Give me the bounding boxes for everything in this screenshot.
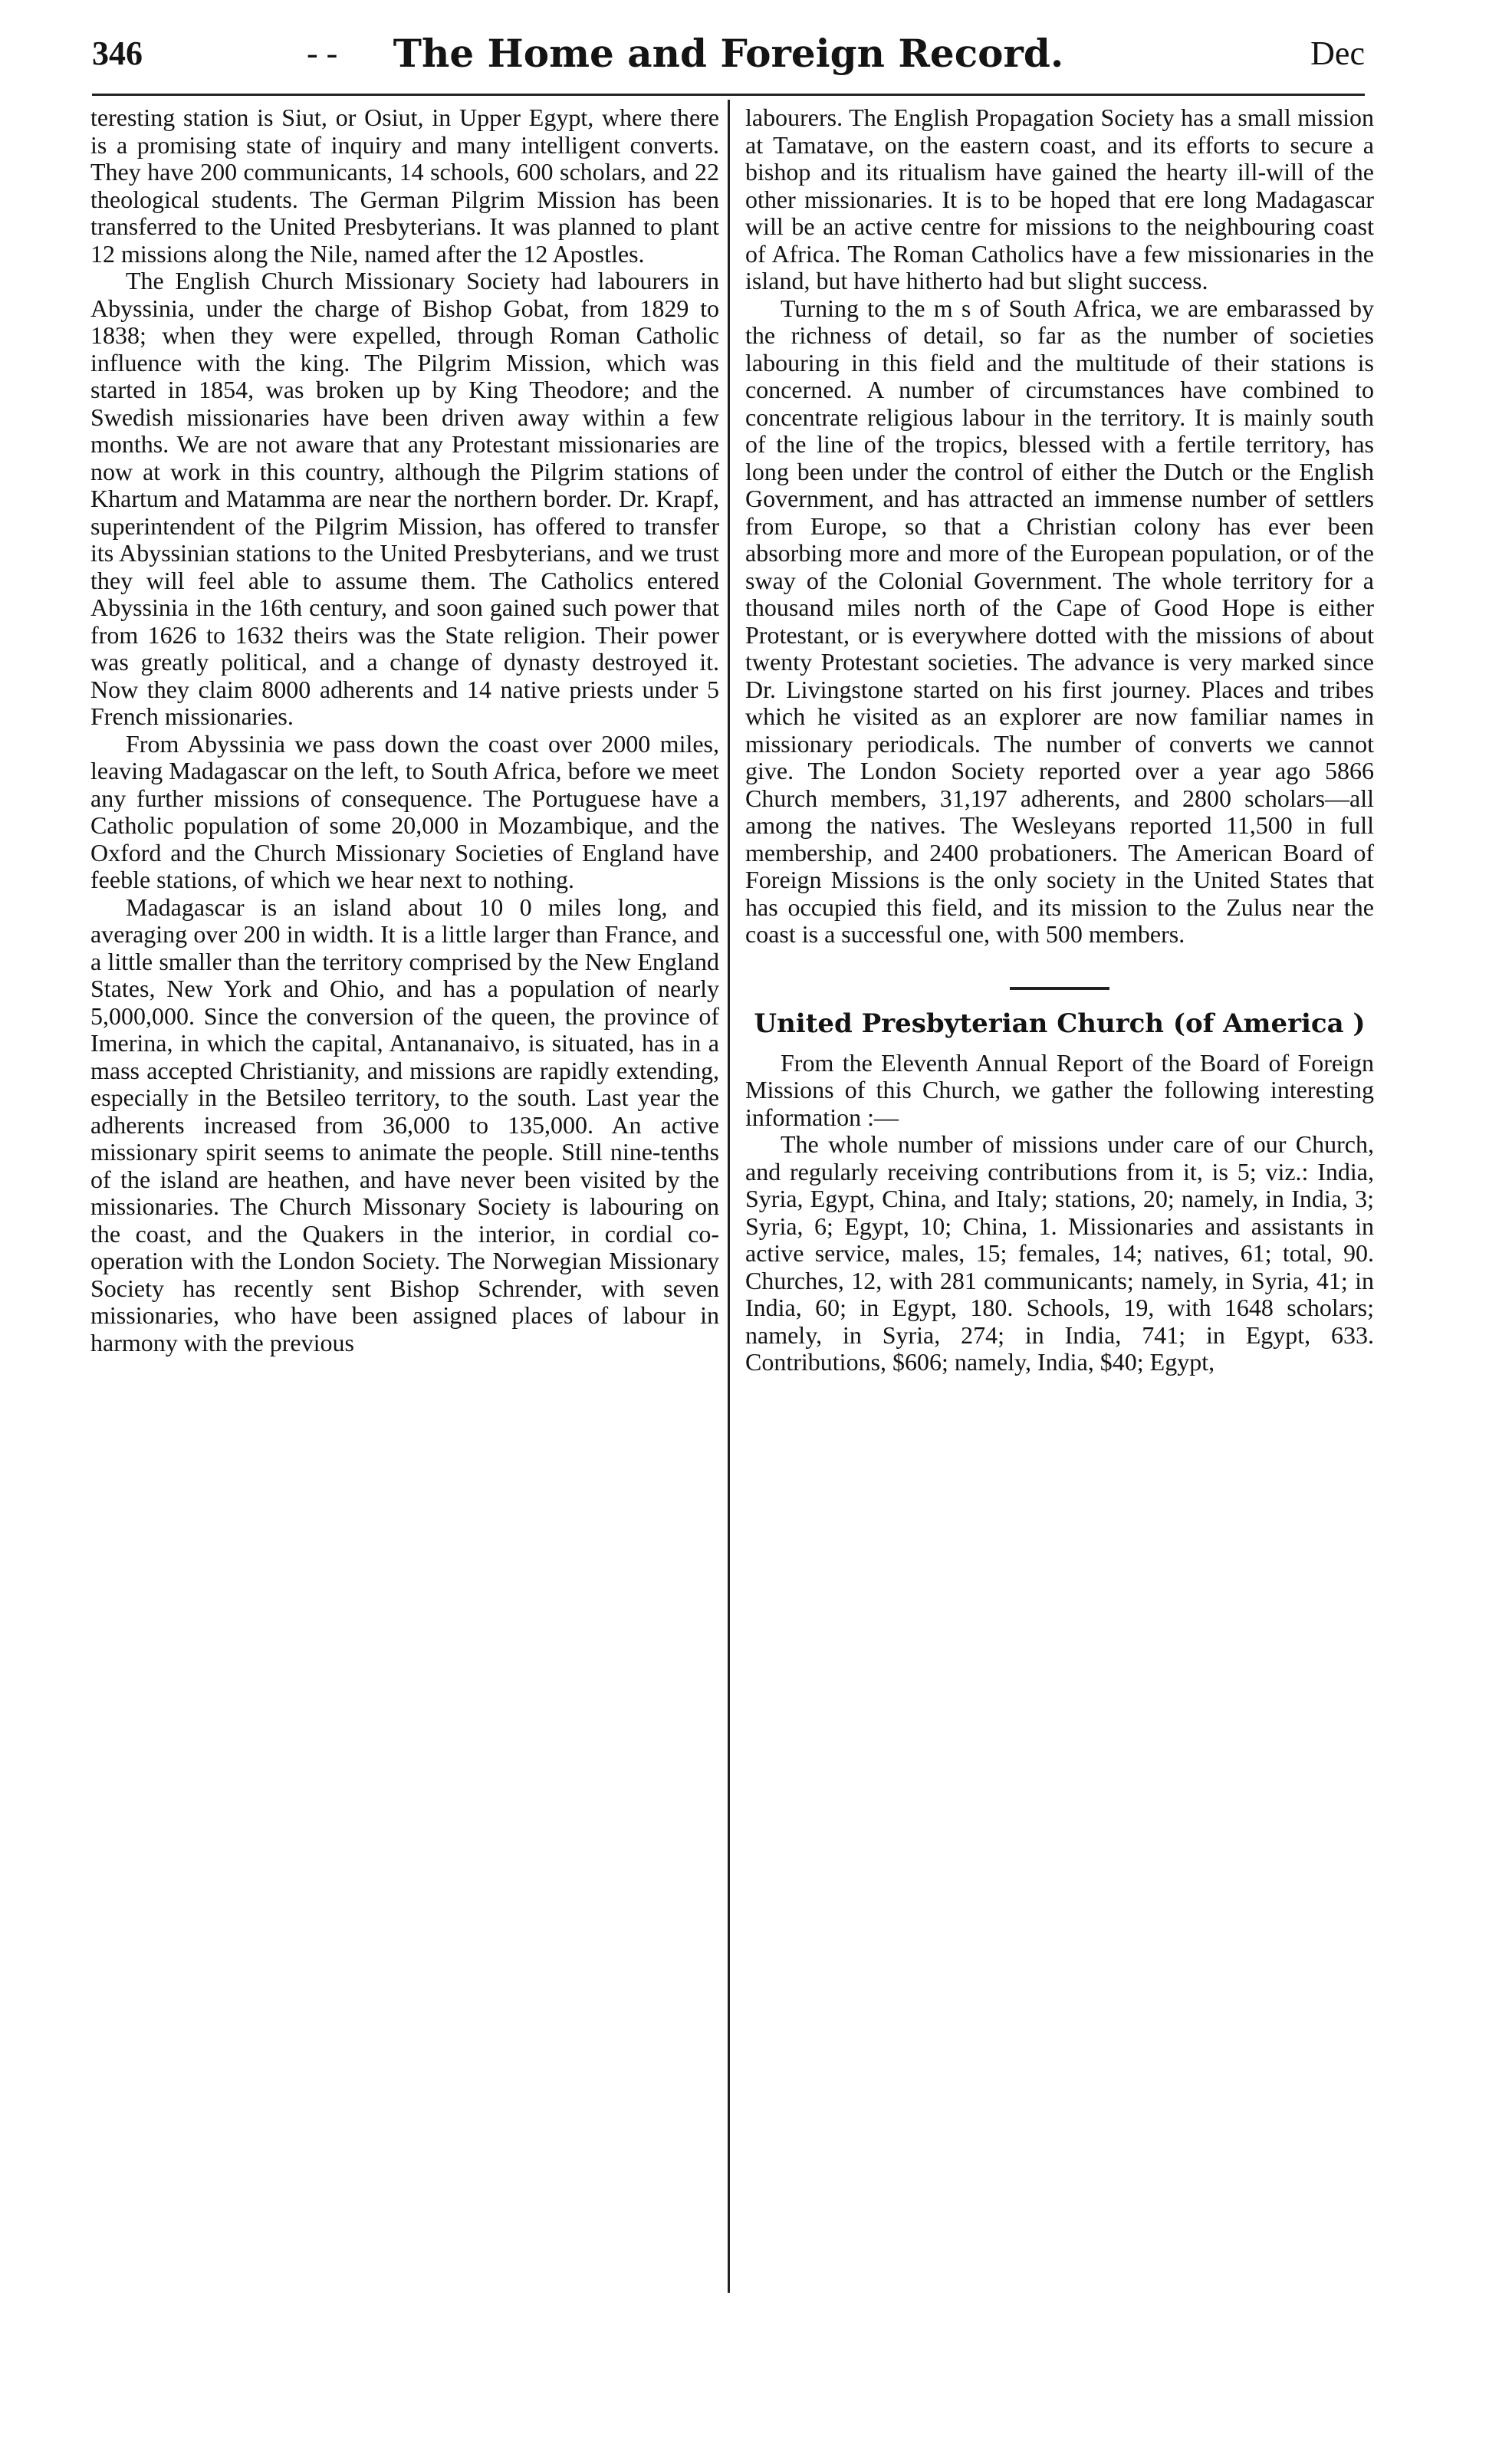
journal-title: The Home and Foreign Record. (393, 31, 1064, 76)
paragraph: Madagascar is an island about 10 0 miles long, and averaging over 200 in width. It is a little larger than France, and a little smaller than the territory comprised by the New England States, New York and Ohio, and has a population of nearly 5,000,000. Since the conversion of the queen, the province of Imerina, in which the capital, Antananaivo, is situated, has in a mass accepted Christianity, and missions are rapidly extending, especially in the Betsileo territory, to the south. Last year the adherents increased from 36,000 to 135,000. An active missionary spirit seems to animate the people. Still nine-tenths of the island are heathen, and have never been visited by the missionaries. The Church Missonary Society is labouring on the coast, and the Quakers in the interior, in cordial co-operation with the London Society. The Norwegian Missionary Society has recently sent Bishop Schrender, with seven missionaries, who have been assigned places of labour in harmony with the previous (90, 893, 719, 1356)
paragraph: Turning to the m s of South Africa, we are embarassed by the richness of detail, so far as the number of societies labouring in this field and the multitude of their stations is concerned. A number of circumstances have combined to concentrate religious labour in the territory. It is mainly south of the line of the tropics, blessed with a fertile territory, has long been under the control of either the Dutch or the English Government, and has attracted an immense number of settlers from Europe, so that a Christian colony has ever been absorbing more and more of the European population, or of the sway of the Colonial Government. The whole territory for a thousand miles north of the Cape of Good Hope is either Protestant, or is everywhere dotted with the missions of about twenty Protestant societies. The advance is very marked since Dr. Livingstone started on his first journey. Places and tribes which he visited as an explorer are now familiar names in missionary periodicals. The number of converts we cannot give. The London Society reported over a year ago 5866 Church members, 31,197 adherents, and 2800 scholars—all among the natives. The Wesleyans reported 11,500 in full membership, and 2400 probationers. The American Board of Foreign Missions is the only society in the United States that has occupied this field, and its mission to the Zulus near the coast is a successful one, with 500 members. (745, 294, 1374, 948)
header-rule (92, 94, 1365, 96)
paragraph: From Abyssinia we pass down the coast over 2000 miles, leaving Madagascar on the left, to South Africa, before we meet any further missions of consequence. The Portuguese have a Catholic population of some 20,000 in Mozambique, and the Oxford and the Church Missionary Societies of England have feeble stations, of which we hear next to nothing. (90, 729, 719, 893)
paragraph: The whole number of missions under care of our Church, and regularly receiving contributions from it, is 5; viz.: India, Syria, Egypt, China, and Italy; stations, 20; namely, in India, 3; Syria, 6; Egypt, 10; China, 1. Missionaries and assistants in active service, males, 15; females, 14; natives, 61; total, 90. Churches, 12, with 281 communicants; namely, in Syria, 41; in India, 60; in Egypt, 180. Schools, 19, with 1648 scholars; namely, in Syria, 274; in India, 741; in Egypt, 633. Contributions, $606; namely, India, $40; Egypt, (745, 1130, 1374, 1376)
left-column (90, 104, 719, 1356)
paragraph: From the Eleventh Annual Report of the Board of Foreign Missions of this Church, we gather the following interesting information :— (745, 1048, 1374, 1131)
paragraph: labourers. The English Propagation Society has a small mission at Tamatave, on the eastern coast, and its efforts to secure a bishop and its ritualism have gained the hearty ill-will of the other missionaries. It is to be hoped that ere long Madagascar will be an active centre for missions to the neighbouring coast of Africa. The Roman Catholics have a few missionaries in the island, but have hitherto had but slight success. (745, 104, 1374, 294)
paragraph: teresting station is Siut, or Osiut, in Upper Egypt, where there is a promising state of inquiry and many intelligent converts. They have 200 communicants, 14 schools, 600 scholars, and 22 theological students. The German Pilgrim Mission has been transferred to the United Presbyterians. It was planned to plant 12 missions along the Nile, named after the 12 Apostles. (90, 104, 719, 268)
header-month: Dec (1310, 35, 1365, 72)
paragraph: The English Church Missionary Society had labourers in Abyssinia, under the charge of Bishop Gobat, from 1829 to 1838; when they were expelled, through Roman Catholic influence with the king. The Pilgrim Mission, which was started in 1854, was broken up by King Theodore; and the Swedish missionaries have been driven away within a few months. We are not aware that any Protestant missionaries are now at work in this country, although the Pilgrim stations of Khartum and Matamma are near the northern border. Dr. Krapf, superintendent of the Pilgrim Mission, has offered to transfer its Abyssinian stations to the United Presbyterians, and we trust they will feel able to assume them. The Catholics entered Abyssinia in the 16th century, and soon gained such power that from 1626 to 1632 theirs was the State religion. Their power was greatly political, and a change of dynasty destroyed it. Now they claim 8000 adherents and 14 native priests under 5 French missionaries. (90, 267, 719, 730)
right-column (745, 104, 1374, 1376)
header-dash: - - (307, 35, 338, 72)
section-divider (1010, 987, 1109, 990)
running-header (92, 31, 1365, 84)
section-heading: United Presbyterian Church (of America ) (754, 1008, 1366, 1039)
column-divider (728, 100, 730, 2293)
page-number: 346 (92, 35, 143, 72)
